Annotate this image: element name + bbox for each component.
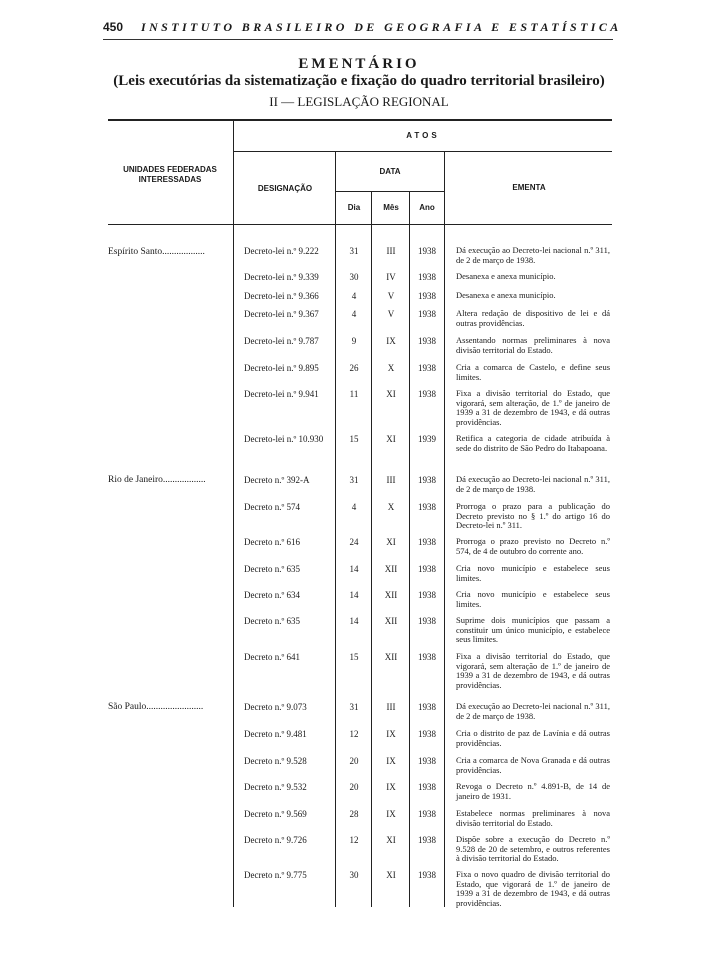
- cell-dia: 12: [349, 729, 359, 739]
- cell-designacao: Decreto n.º 574: [244, 502, 301, 512]
- cell-ementa: Prorroga o prazo previsto no Decreto n.º 574, de 4 de outubro do corrente ano.: [456, 536, 610, 556]
- page-number: 450: [103, 20, 124, 34]
- cell-designacao: Decreto n.º 616: [244, 537, 301, 547]
- cell-designacao: Decreto-lei n.º 9.941: [244, 389, 319, 399]
- header-bottom-rule: [108, 224, 612, 225]
- cell-dia: 9: [351, 336, 357, 346]
- cell-dia: 28: [349, 809, 359, 819]
- cell-ementa: Cria a comarca de Nova Granada e dá outras providências.: [456, 755, 610, 775]
- cell-mes: V: [387, 309, 395, 319]
- cell-ano: 1938: [418, 272, 436, 282]
- table-top-rule: [108, 119, 612, 121]
- running-title: INSTITUTO BRASILEIRO DE GEOGRAFIA E ESTATÍSTICA: [141, 20, 622, 34]
- cell-mes: XII: [384, 616, 398, 626]
- cell-designacao: Decreto n.º 9.775: [244, 870, 307, 880]
- cell-ano: 1938: [418, 809, 436, 819]
- cell-ano: 1938: [418, 291, 436, 301]
- cell-mes: V: [387, 291, 395, 301]
- cell-mes: XII: [384, 564, 398, 574]
- header-designacao: DESIGNAÇÃO: [257, 184, 313, 193]
- cell-mes: IX: [386, 336, 396, 346]
- cell-mes: III: [386, 246, 396, 256]
- cell-dia: 20: [349, 782, 359, 792]
- col-divider-units: [233, 120, 234, 907]
- cell-ano: 1938: [418, 652, 436, 662]
- cell-designacao: Decreto n.º 9.532: [244, 782, 307, 792]
- cell-ano: 1939: [418, 434, 436, 444]
- cell-dia: 30: [349, 870, 359, 880]
- cell-ementa: Prorroga o prazo para a publicação do Decreto previsto no § 1.º do artigo 16 do Decreto-lei n.º 311.: [456, 501, 610, 530]
- cell-designacao: Decreto-lei n.º 9.367: [244, 309, 319, 319]
- cell-ano: 1938: [418, 537, 436, 547]
- cell-dia: 4: [351, 291, 357, 301]
- atos-rule: [234, 151, 612, 152]
- cell-dia: 20: [349, 756, 359, 766]
- header-rule: [103, 39, 613, 40]
- cell-dia: 31: [349, 702, 359, 712]
- section-title: II — LEGISLAÇÃO REGIONAL: [269, 94, 449, 109]
- cell-mes: IX: [386, 782, 396, 792]
- cell-ano: 1938: [418, 336, 436, 346]
- cell-ementa: Cria o distrito de paz de Lavínia e dá outras providências.: [456, 728, 610, 748]
- cell-dia: 11: [349, 389, 359, 399]
- cell-ementa: Estabelece normas preliminares à nova divisão territorial do Estado.: [456, 808, 610, 828]
- data-rule: [336, 191, 444, 192]
- cell-ementa: Assentando normas preliminares à nova divisão territorial do Estado.: [456, 335, 610, 355]
- cell-dia: 15: [349, 434, 359, 444]
- cell-mes: XI: [386, 389, 396, 399]
- cell-mes: III: [386, 475, 396, 485]
- cell-ementa: Revoga o Decreto n.º 4.891-B, de 14 de janeiro de 1931.: [456, 781, 610, 801]
- cell-designacao: Decreto n.º 392-A: [244, 475, 310, 485]
- cell-designacao: Decreto-lei n.º 9.222: [244, 246, 319, 256]
- cell-ano: 1938: [418, 389, 436, 399]
- cell-ementa: Desanexa e anexa município.: [456, 290, 556, 300]
- cell-ano: 1938: [418, 870, 436, 880]
- cell-mes: X: [387, 363, 395, 373]
- cell-designacao: Decreto n.º 9.481: [244, 729, 307, 739]
- cell-dia: 12: [349, 835, 359, 845]
- document-subtitle: (Leis executórias da sistematização e fixação do quadro territorial brasileiro): [113, 73, 605, 89]
- cell-mes: XII: [384, 652, 398, 662]
- header-unidades: UNIDADES FEDERADAS INTERESSADAS: [123, 165, 217, 184]
- cell-designacao: Decreto-lei n.º 9.366: [244, 291, 319, 301]
- cell-dia: 4: [351, 309, 357, 319]
- cell-mes: IV: [386, 272, 396, 282]
- cell-mes: III: [386, 702, 396, 712]
- header-atos: ATOS: [406, 131, 440, 140]
- cell-ementa: Cria a comarca de Castelo, e define seus limites.: [456, 362, 610, 382]
- cell-ano: 1938: [418, 246, 436, 256]
- cell-designacao: Decreto n.º 641: [244, 652, 301, 662]
- cell-mes: XII: [384, 590, 398, 600]
- cell-ementa: Retifica a categoria de cidade atribuída à sede do distrito de São Pedro do Itabapoana.: [456, 433, 610, 453]
- cell-mes: IX: [386, 756, 396, 766]
- header-ementa: EMENTA: [512, 183, 546, 192]
- cell-mes: IX: [386, 729, 396, 739]
- cell-ementa: Altera redação de dispositivo de lei e dá outras providências.: [456, 308, 610, 328]
- cell-ementa: Cria novo município e estabelece seus limites.: [456, 589, 610, 609]
- cell-ano: 1938: [418, 502, 436, 512]
- cell-dia: 31: [349, 246, 359, 256]
- cell-designacao: Decreto n.º 634: [244, 590, 301, 600]
- cell-mes: XI: [386, 835, 396, 845]
- cell-dia: 14: [349, 590, 359, 600]
- cell-dia: 26: [349, 363, 359, 373]
- cell-mes: XI: [386, 870, 396, 880]
- unit-rio-de-janeiro: Rio de Janeiro..................: [108, 475, 206, 485]
- cell-ano: 1938: [418, 729, 436, 739]
- document-title: EMENTÁRIO: [298, 56, 420, 72]
- cell-ementa: Dispõe sobre a execução do Decreto n.º 9.528 de 20 de setembro, e outros referentes à divisão territorial do Estado.: [456, 834, 610, 863]
- cell-ementa: Desanexa e anexa município.: [456, 271, 556, 281]
- cell-designacao: Decreto n.º 635: [244, 564, 301, 574]
- cell-designacao: Decreto-lei n.º 9.895: [244, 363, 319, 373]
- cell-dia: 30: [349, 272, 359, 282]
- running-header: [103, 17, 622, 39]
- cell-ano: 1938: [418, 835, 436, 845]
- cell-ano: 1938: [418, 363, 436, 373]
- cell-ementa: Dá execução ao Decreto-lei nacional n.º 311, de 2 de março de 1938.: [456, 474, 610, 494]
- cell-designacao: Decreto-lei n.º 9.339: [244, 272, 319, 282]
- cell-mes: XI: [386, 434, 396, 444]
- cell-ano: 1938: [418, 590, 436, 600]
- cell-designacao: Decreto-lei n.º 10.930: [244, 434, 324, 444]
- cell-designacao: Decreto n.º 9.073: [244, 702, 307, 712]
- cell-ano: 1938: [418, 782, 436, 792]
- cell-designacao: Decreto n.º 9.569: [244, 809, 307, 819]
- unit-sao-paulo: São Paulo........................: [108, 702, 204, 712]
- cell-mes: X: [387, 502, 395, 512]
- header-dia: Dia: [347, 203, 361, 212]
- cell-ementa: Dá execução ao Decreto-lei nacional n.º 311, de 2 de março de 1938.: [456, 245, 610, 265]
- cell-ementa: Dá execução ao Decreto-lei nacional n.º 311, de 2 de março de 1938.: [456, 701, 610, 721]
- cell-ementa: Fixa a divisão territorial do Estado, que vigorará, sem alteração, de 1.º de janeiro de 1939 a 31 de dezembro de 1943, e dá outras providências.: [456, 388, 610, 427]
- cell-ano: 1938: [418, 564, 436, 574]
- cell-dia: 4: [351, 502, 357, 512]
- col-divider-ano: [444, 152, 445, 907]
- cell-designacao: Decreto n.º 9.528: [244, 756, 307, 766]
- cell-ementa: Fixa o novo quadro de divisão territorial do Estado, que vigorará de 1.º de janeiro de 1939 a 31 de dezembro de 1943, e dá outras providências.: [456, 869, 610, 908]
- header-mes: Mês: [383, 203, 399, 212]
- unit-espirito-santo: Espírito Santo..................: [108, 247, 205, 257]
- cell-ementa: Cria novo município e estabelece seus limites.: [456, 563, 610, 583]
- cell-ementa: Fixa a divisão territorial do Estado, que vigorará, sem alteração de 1.º de janeiro de 1939 a 31 de dezembro de 1943, e dá outras providências.: [456, 651, 610, 690]
- cell-mes: IX: [386, 809, 396, 819]
- cell-mes: XI: [386, 537, 396, 547]
- cell-designacao: Decreto n.º 9.726: [244, 835, 307, 845]
- cell-dia: 15: [349, 652, 359, 662]
- header-data: DATA: [379, 167, 401, 176]
- cell-dia: 14: [349, 616, 359, 626]
- cell-designacao: Decreto-lei n.º 9.787: [244, 336, 319, 346]
- cell-ano: 1938: [418, 756, 436, 766]
- cell-designacao: Decreto n.º 635: [244, 616, 301, 626]
- header-ano: Ano: [419, 203, 435, 212]
- cell-ementa: Suprime dois municípios que passam a constituir um único município, e estabelece seus limites.: [456, 615, 610, 644]
- cell-dia: 14: [349, 564, 359, 574]
- cell-ano: 1938: [418, 616, 436, 626]
- cell-dia: 31: [349, 475, 359, 485]
- col-divider-designacao: [335, 152, 336, 907]
- cell-ano: 1938: [418, 475, 436, 485]
- cell-ano: 1938: [418, 702, 436, 712]
- cell-dia: 24: [349, 537, 359, 547]
- cell-ano: 1938: [418, 309, 436, 319]
